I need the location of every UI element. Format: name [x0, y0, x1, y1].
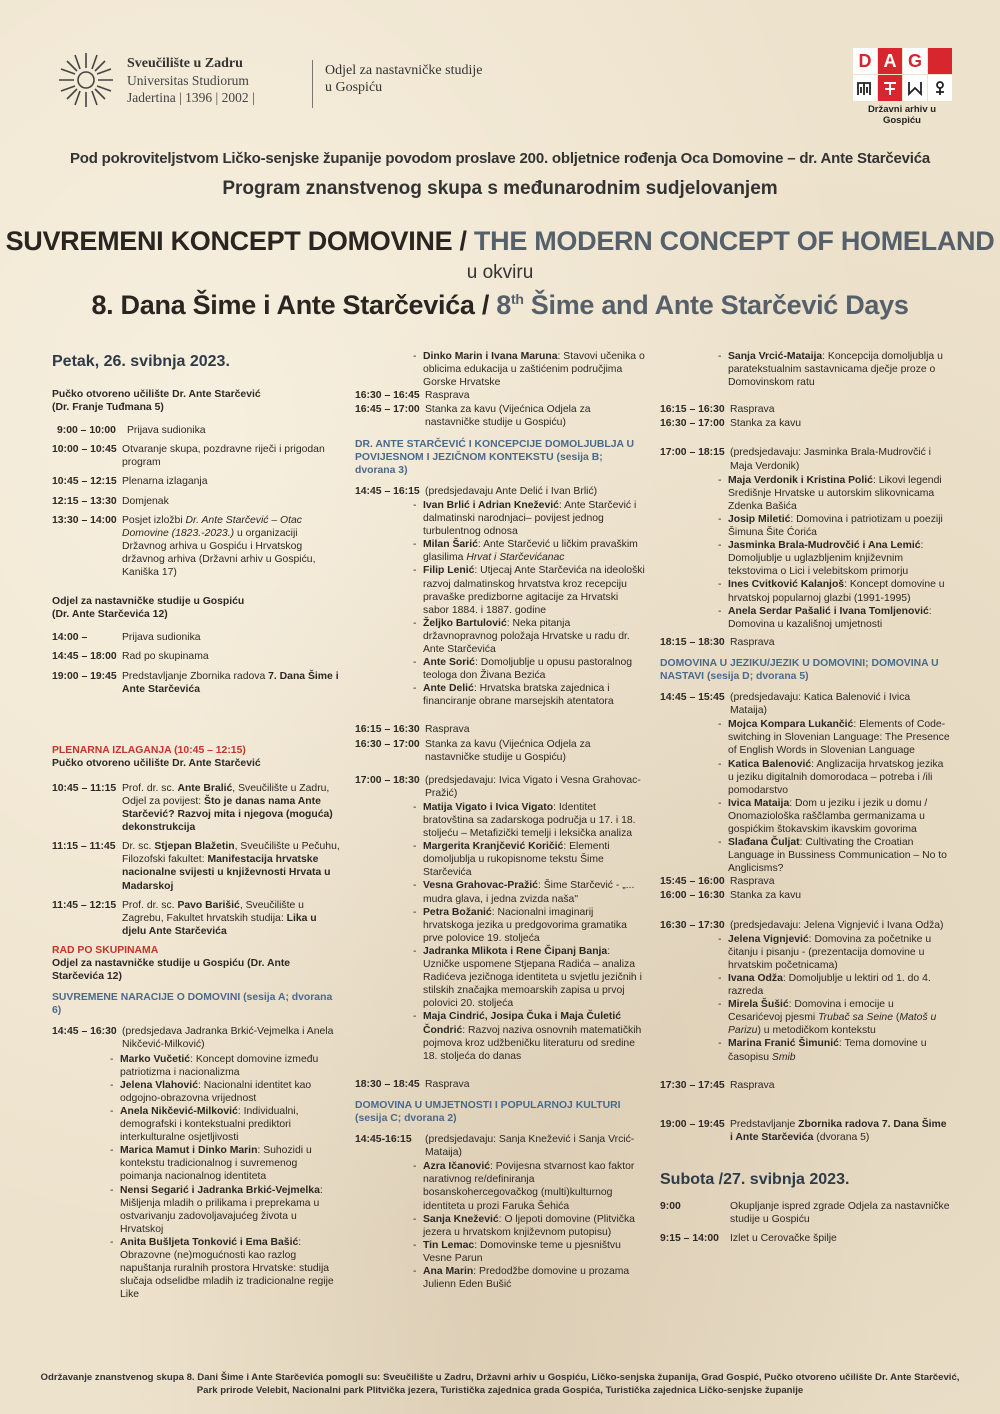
schedule-row: 17:30 – 17:45 Rasprava	[660, 1079, 775, 1091]
session-a-heading: SUVREMENE NARACIJE O DOMOVINI (sesija A; dvorana 6)	[52, 992, 333, 1017]
paper-item: - Marina Franić Šimunić: Tema domovine u časopisu Smib	[718, 1037, 950, 1063]
paper-item: - Željko Bartulović: Neka pitanja državnopravnog položaja Hrvatske u radu dr. Ante Starčevića	[413, 617, 645, 656]
plenary-talk: 11:15 – 11:45 Dr. sc. Stjepan Blažetin, Sveučilište u Pečuhu, Filozofski fakultet: Manifestacija hrvatske nacionalne svijesti u književnosti Hrvata u Madarskoj	[52, 841, 340, 892]
paper-item: - Matija Vigato i Ivica Vigato: Identitet bratovština sa zadarskoga područja u 17. i 18. stoljeću – Metafizički temelji i leksička analiza	[413, 801, 645, 840]
paper-item: - Slađana Čuljat: Cultivating the Croatian Language in Bussiness Communication – No to Anglicisms?	[718, 836, 950, 875]
plenary-venue: Pučko otvoreno učilište Dr. Ante Starčević	[52, 757, 261, 769]
session-d-papers-1	[718, 718, 950, 875]
session-d-papers-2	[718, 933, 950, 1064]
schedule-row: 16:15 – 16:30 Rasprava	[355, 724, 470, 736]
schedule-row: 10:45 – 12:15 Plenarna izlaganja	[52, 476, 208, 488]
university-name: Sveučilište u Zadru	[127, 55, 243, 71]
glagolitic-glyph-icon	[903, 75, 927, 101]
session-c-heading: DOMOVINA U UMJETNOSTI I POPULARNOJ KULTURI (sesija C; dvorana 2)	[355, 1099, 621, 1124]
schedule-row: 16:30 – 17:00 Stanka za kavu (Vijećnica Odjela za nastavničke studije u Gospiću)	[355, 738, 591, 763]
paper-item: - Azra Ičanović: Povijesna stvarnost kao faktor narativnog re/definiranja bosanskohercegovačkog (multi)kulturnog identiteta u prozi Faruka Šehića	[413, 1160, 645, 1212]
dag-red-square	[928, 48, 952, 74]
paper-item: - Mirela Šušić: Domovina i emocije u Cesarićevoj pjesmi Trubač sa Seine (Matoš u Parizu) u metodičkom kontekstu	[718, 998, 950, 1037]
patronage-line: Pod pokroviteljstvom Ličko-senjske županije povodom proslave 200. obljetnice rođenja Oca Domovine – dr. Ante Starčevića	[69, 150, 931, 167]
session-block: 14:45 – 15:45 (predsjedavaju: Katica Balenović i Ivica Mataija)	[660, 692, 911, 717]
archive-caption: Državni arhiv u Gospiću	[867, 104, 937, 126]
paper-item: - Sanja Knežević: O ljepoti domovine (Plitvička jezera u hrvatskom književnom putopisu)	[413, 1213, 645, 1239]
sun-emblem-icon	[55, 49, 117, 111]
session-block: 14:45-16:15 (predsjedavaju: Sanja Knežević i Sanja Vrcić-Mataija)	[355, 1134, 635, 1159]
program-column-1	[52, 352, 342, 1306]
dag-letter-a: A	[878, 48, 902, 74]
paper-item: - Jelena Vignjević: Domovina za početnike u čitanju i pisanju - (prezentacija domovine u hrvatskim početnicama)	[718, 933, 950, 972]
schedule-row: 9:00 – 10:00 Prijava sudionika	[57, 425, 206, 437]
university-latin-name: Universitas Studiorum	[127, 72, 249, 88]
group-work-heading: RAD PO SKUPINAMA	[52, 944, 159, 956]
program-column-3	[660, 350, 950, 1251]
paper-item: - Anita Bušljeta Tonković i Ema Bašić: Obrazovne (ne)mogućnosti kao razlog napuštanja ruralnih prostora Hrvatske: studija slučaja odselidbe mladih iz tradicionalne regije Like	[110, 1236, 342, 1301]
main-title-en: THE MODERN CONCEPT OF HOMELAND	[473, 226, 995, 256]
paper-item: - Ivica Mataija: Dom u jeziku i jezik u domu / Onomaziološka raščlamba germanizama u gospićkim štokavskim ikavskim govorima	[718, 797, 950, 836]
schedule-row: 16:45 – 17:00 Stanka za kavu (Vijećnica Odjela za nastavničke studije u Gospiću)	[355, 404, 591, 429]
paper-list	[718, 350, 950, 389]
paper-item: - Margerita Kranjčević Koričić: Elementi domoljublja u rukopisnome tekstu Šime Starčevića	[413, 840, 645, 879]
paper-item: - Anela Serdar Pašalić i Ivana Tomljenović: Domovina u kazališnoj umjetnosti	[718, 605, 950, 631]
schedule-row: 18:30 – 18:45 Rasprava	[355, 1078, 470, 1090]
program-subtitle: Program znanstvenog skupa s međunarodnim sudjelovanjem	[222, 178, 778, 199]
glagolitic-glyph-icon	[928, 75, 952, 101]
session-b-heading: DR. ANTE STARČEVIĆ I KONCEPCIJE DOMOLJUBLJA U POVIJESNOM I JEZIČNOM KONTEKSTU (sesija B; dvorana 3)	[355, 438, 635, 476]
paper-item: - Sanja Vrcić-Mataija: Koncepcija domoljublja u paratekstualnim sastavnicama dječje proze o Domovinskom ratu	[718, 350, 950, 389]
session-block: 14:45 – 16:30 (predsjedava Jadranka Brkić-Vejmelka i Anela Nikčević-Milković)	[52, 1026, 334, 1051]
main-title	[0, 226, 1000, 257]
day-heading-saturday: Subota /27. svibnja 2023.	[660, 1170, 850, 1188]
paper-item: - Milan Šarić: Ante Starčević u ličkim pravaškim glasilima Hrvat i Starčevićanac	[413, 538, 645, 564]
paper-item: - Ante Sorić: Domoljublje u opusu pastoralnog teologa don Živana Bezića	[413, 656, 645, 682]
paper-item: - Mojca Kompara Lukančić: Elements of Code-switching in Slovenian Language: The Presence of English Words in Slovenian Language	[718, 718, 950, 757]
paper-item: - Jelena Vlahović: Nacionalni identitet kao odgojno-obrazovna vrijednost	[110, 1079, 342, 1105]
plenary-heading: PLENARNA IZLAGANJA (10:45 – 12:15)	[52, 744, 246, 756]
sponsors-line-2: Park prirode Velebit, Nacionalni park Plitvička jezera, Turistička zajednica grada Gospića, Turistička zajednica Ličko-senjske županije	[196, 1385, 804, 1396]
schedule-row: 14:45 – 18:00 Rad po skupinama	[52, 651, 209, 663]
department-name	[325, 62, 482, 96]
plenary-talk: 11:45 – 12:15 Prof. dr. sc. Pavo Barišić, Sveučilište u Zagrebu, Fakultet hrvatskih studija: Lika u djelu Ante Starčevića	[52, 899, 317, 937]
session-b-papers-2	[413, 801, 645, 1063]
paper-item: - Anela Nikčević-Milković: Individualni, demografski i kontekstualni prediktori interkulturalne osjetljivosti	[110, 1105, 342, 1144]
paper-item: - Filip Lenić: Utjecaj Ante Starčevića na ideološki razvoj dalmatinskog hrvatstva kroz recepciju pravaške predizborne agitacije za Hrvatski sabor 1884. i 1887. godine	[413, 564, 645, 616]
paper-item: - Ana Marin: Predodžbe domovine u prozama Julienn Eden Bušić	[413, 1265, 645, 1291]
session-block: 17:00 – 18:30 (predsjedavaju: Ivica Vigato i Vesna Grahovac-Pražić)	[355, 774, 641, 799]
department-line-2: u Gospiću	[325, 80, 383, 95]
session-b-papers-1	[413, 499, 645, 709]
glagolitic-glyph-icon	[878, 75, 902, 101]
paper-item: - Ivana Odža: Domoljublje u lektiri od 1. do 4. razreda	[718, 972, 950, 998]
department-line-1: Odjel za nastavničke studije	[325, 63, 483, 78]
schedule-row: 15:45 – 16:00 Rasprava	[660, 876, 775, 888]
schedule-row: 10:00 – 10:45 Otvaranje skupa, pozdravne riječi i prigodan program	[52, 444, 325, 469]
paper-item: - Ines Cvitković Kalanjoš: Koncept domovine u hrvatskoj popularnoj glazbi (1991-1995)	[718, 578, 950, 604]
glagolitic-glyph-icon	[853, 75, 877, 101]
university-latin-years: Jadertina | 1396 | 2002 |	[127, 89, 255, 105]
paper-item: - Tin Lemac: Domovinske teme u pjesništvu Vesne Parun	[413, 1239, 645, 1265]
session-a-papers	[110, 1053, 342, 1302]
sponsors-footer	[40, 1371, 960, 1397]
schedule-row: 14:00 – Prijava sudionika	[52, 632, 201, 644]
group-work-venue: Odjel za nastavničke studije u Gospiću (Dr. Ante Starčevića 12)	[52, 958, 291, 983]
within-label: u okviru	[466, 262, 534, 283]
session-d-heading: DOMOVINA U JEZIKU/JEZIK U DOMOVINI; DOMOVINA U NASTAVI (sesija D; dvorana 5)	[660, 657, 939, 682]
schedule-row: 16:30 – 16:45 Rasprava	[355, 390, 470, 402]
session-c-papers	[413, 1160, 645, 1291]
venue-heading: Pučko otvoreno učilište Dr. Ante Starčević (Dr. Franje Tuđmana 5)	[52, 389, 261, 414]
schedule-row: 19:00 – 19:45 Predstavljanje Zbornika radova 7. Dana Šime i Ante Starčevića (dvorana 5)	[660, 1118, 947, 1143]
university-logo	[55, 45, 305, 115]
schedule-row: 18:15 – 18:30 Rasprava	[660, 636, 775, 648]
schedule-row: 9:00 Okupljanje ispred zgrade Odjela za nastavničke studije u Gospiću	[660, 1200, 950, 1225]
schedule-row: 16:00 – 16:30 Stanka za kavu	[660, 890, 802, 902]
sponsors-line-1: Održavanje znanstvenog skupa 8. Dani Šime i Ante Starčevića pomogli su: Sveučilište u Zadru, Državni arhiv u Gospiću, Ličko-senjska županija, Grad Gospić, Pučko otvoreno učilište Dr. Ante Starčević,	[40, 1372, 960, 1383]
event-days-en: 8th Šime and Ante Starčević Days	[496, 290, 909, 320]
paper-item: - Jasminka Brala-Mudrovčić i Ana Lemić: Domoljublje u uglazbljenim književnim tekstovima o Lici i velebitskom primorju	[718, 539, 950, 578]
paper-item: - Vesna Grahovac-Pražić: Šime Starčević - „... mudra glava, i jedna zvizda naša"	[413, 879, 645, 905]
paper-item: - Ante Delić: Hrvatska bratska zajednica i financiranje obrane marsejskih atentatora	[413, 682, 645, 708]
paper-item: - Nensi Segarić i Jadranka Brkić-Vejmelka: Mišljenja mladih o prilikama i preprekama u ostvarivanju zadovoljavajućeg života u Hrvatskoj	[110, 1184, 342, 1236]
session-block: 14:45 – 16:15 (predsjedavaju Ante Delić i Ivan Brlić)	[355, 485, 598, 497]
dag-letter-d: D	[853, 48, 877, 74]
paper-item: - Marko Vučetić: Koncept domovine između patriotizma i nacionalizma	[110, 1053, 342, 1079]
schedule-row: 12:15 – 13:30 Domjenak	[52, 495, 169, 507]
program-column-2	[355, 350, 645, 1296]
archive-logo	[853, 48, 951, 126]
day-heading-friday: Petak, 26. svibnja 2023.	[52, 353, 230, 370]
dag-letter-g: G	[903, 48, 927, 74]
paper-item: - Dinko Marin i Ivana Maruna: Stavovi učenika o oblicima edukacija u zaštićenim područjima Gorske Hrvatske	[413, 350, 645, 389]
paper-item: - Ivan Brlić i Adrian Knežević: Ante Starčević i dalmatinski narodnjaci– povijest jednog turbulentnog odnosa	[413, 499, 645, 538]
plenary-talk: 10:45 – 11:15 Prof. dr. sc. Ante Bralić, Sveučilište u Zadru, Odjel za povijest: Što je danas nama Ante Starčević? Razvoj mita i njegova (moguća) dekonstrukcija	[52, 782, 333, 834]
paper-item: - Maja Cindrić, Josipa Čuka i Maja Čuletić Čondrić: Razvoj naziva osnovnih matematičkih pojmova kroz udžbeničku literaturu od sredine 18. stoljeća do danas	[413, 1010, 645, 1062]
event-days-hr: 8. Dana Šime i Ante Starčevića /	[91, 290, 490, 320]
schedule-row: 9:15 – 14:00 Izlet u Cerovačke špilje	[660, 1233, 837, 1245]
session-block: 16:30 – 17:30 (predsjedavaju: Jelena Vignjević i Ivana Odža)	[660, 919, 944, 931]
venue-heading: Odjel za nastavničke studije u Gospiću (Dr. Ante Starčevića 12)	[52, 596, 245, 621]
header-divider	[312, 60, 313, 108]
event-days-title	[0, 290, 1000, 321]
schedule-row: 13:30 – 14:00 Posjet izložbi Dr. Ante Starčević – Otac Domovine (1823.-2023.) u organizaciji Državnog arhiva u Gospiću i Hrvatskog državnog arhiva (Državni arhiv u Gospiću, Kaniška 17)	[52, 514, 316, 579]
paper-item: - Marica Mamut i Dinko Marin: Suhozidi u kontekstu tradicionalnog i suvremenog poimanja nacionalnog identiteta	[110, 1144, 342, 1183]
paper-item: - Katica Balenović: Anglizacija hrvatskog jezika u jeziku digitalnih domorodaca – potreba i /ili pomodarstvo	[718, 758, 950, 797]
session-block: 17:00 – 18:15 (predsjedavaju: Jasminka Brala-Mudrovčić i Maja Verdonik)	[660, 447, 931, 472]
schedule-row: 19:00 – 19:45 Predstavljanje Zbornika radova 7. Dana Šime i Ante Starčevića	[52, 670, 339, 695]
paper-item: - Josip Miletić: Domovina i patriotizam u poeziji Šimuna Šite Ćorića	[718, 513, 950, 539]
paper-item: - Maja Verdonik i Kristina Polić: Likovi legendi Središnje Hrvatske u autorskim slikovnicama Zdenka Bašića	[718, 474, 950, 513]
paper-list	[413, 350, 645, 389]
paper-item: - Petra Božanić: Nacionalni imaginarij hrvatskoga jezika u predgovorima gramatika prve polovice 19. stoljeća	[413, 906, 645, 945]
paper-item: - Jadranka Mlikota i Rene Čipanj Banja: Uzničke uspomene Stjepana Radića – analiza Radićeva jezičnoga identiteta u svjetlu jezičnih i stilskih značajka memoarskih zapisa u prvoj polovici 20. stoljeća	[413, 945, 645, 1010]
schedule-row: 16:30 – 17:00 Stanka za kavu	[660, 418, 802, 430]
schedule-row: 16:15 – 16:30 Rasprava	[660, 404, 775, 416]
main-title-hr: SUVREMENI KONCEPT DOMOVINE /	[5, 226, 467, 256]
session-c-papers-2	[718, 474, 950, 631]
